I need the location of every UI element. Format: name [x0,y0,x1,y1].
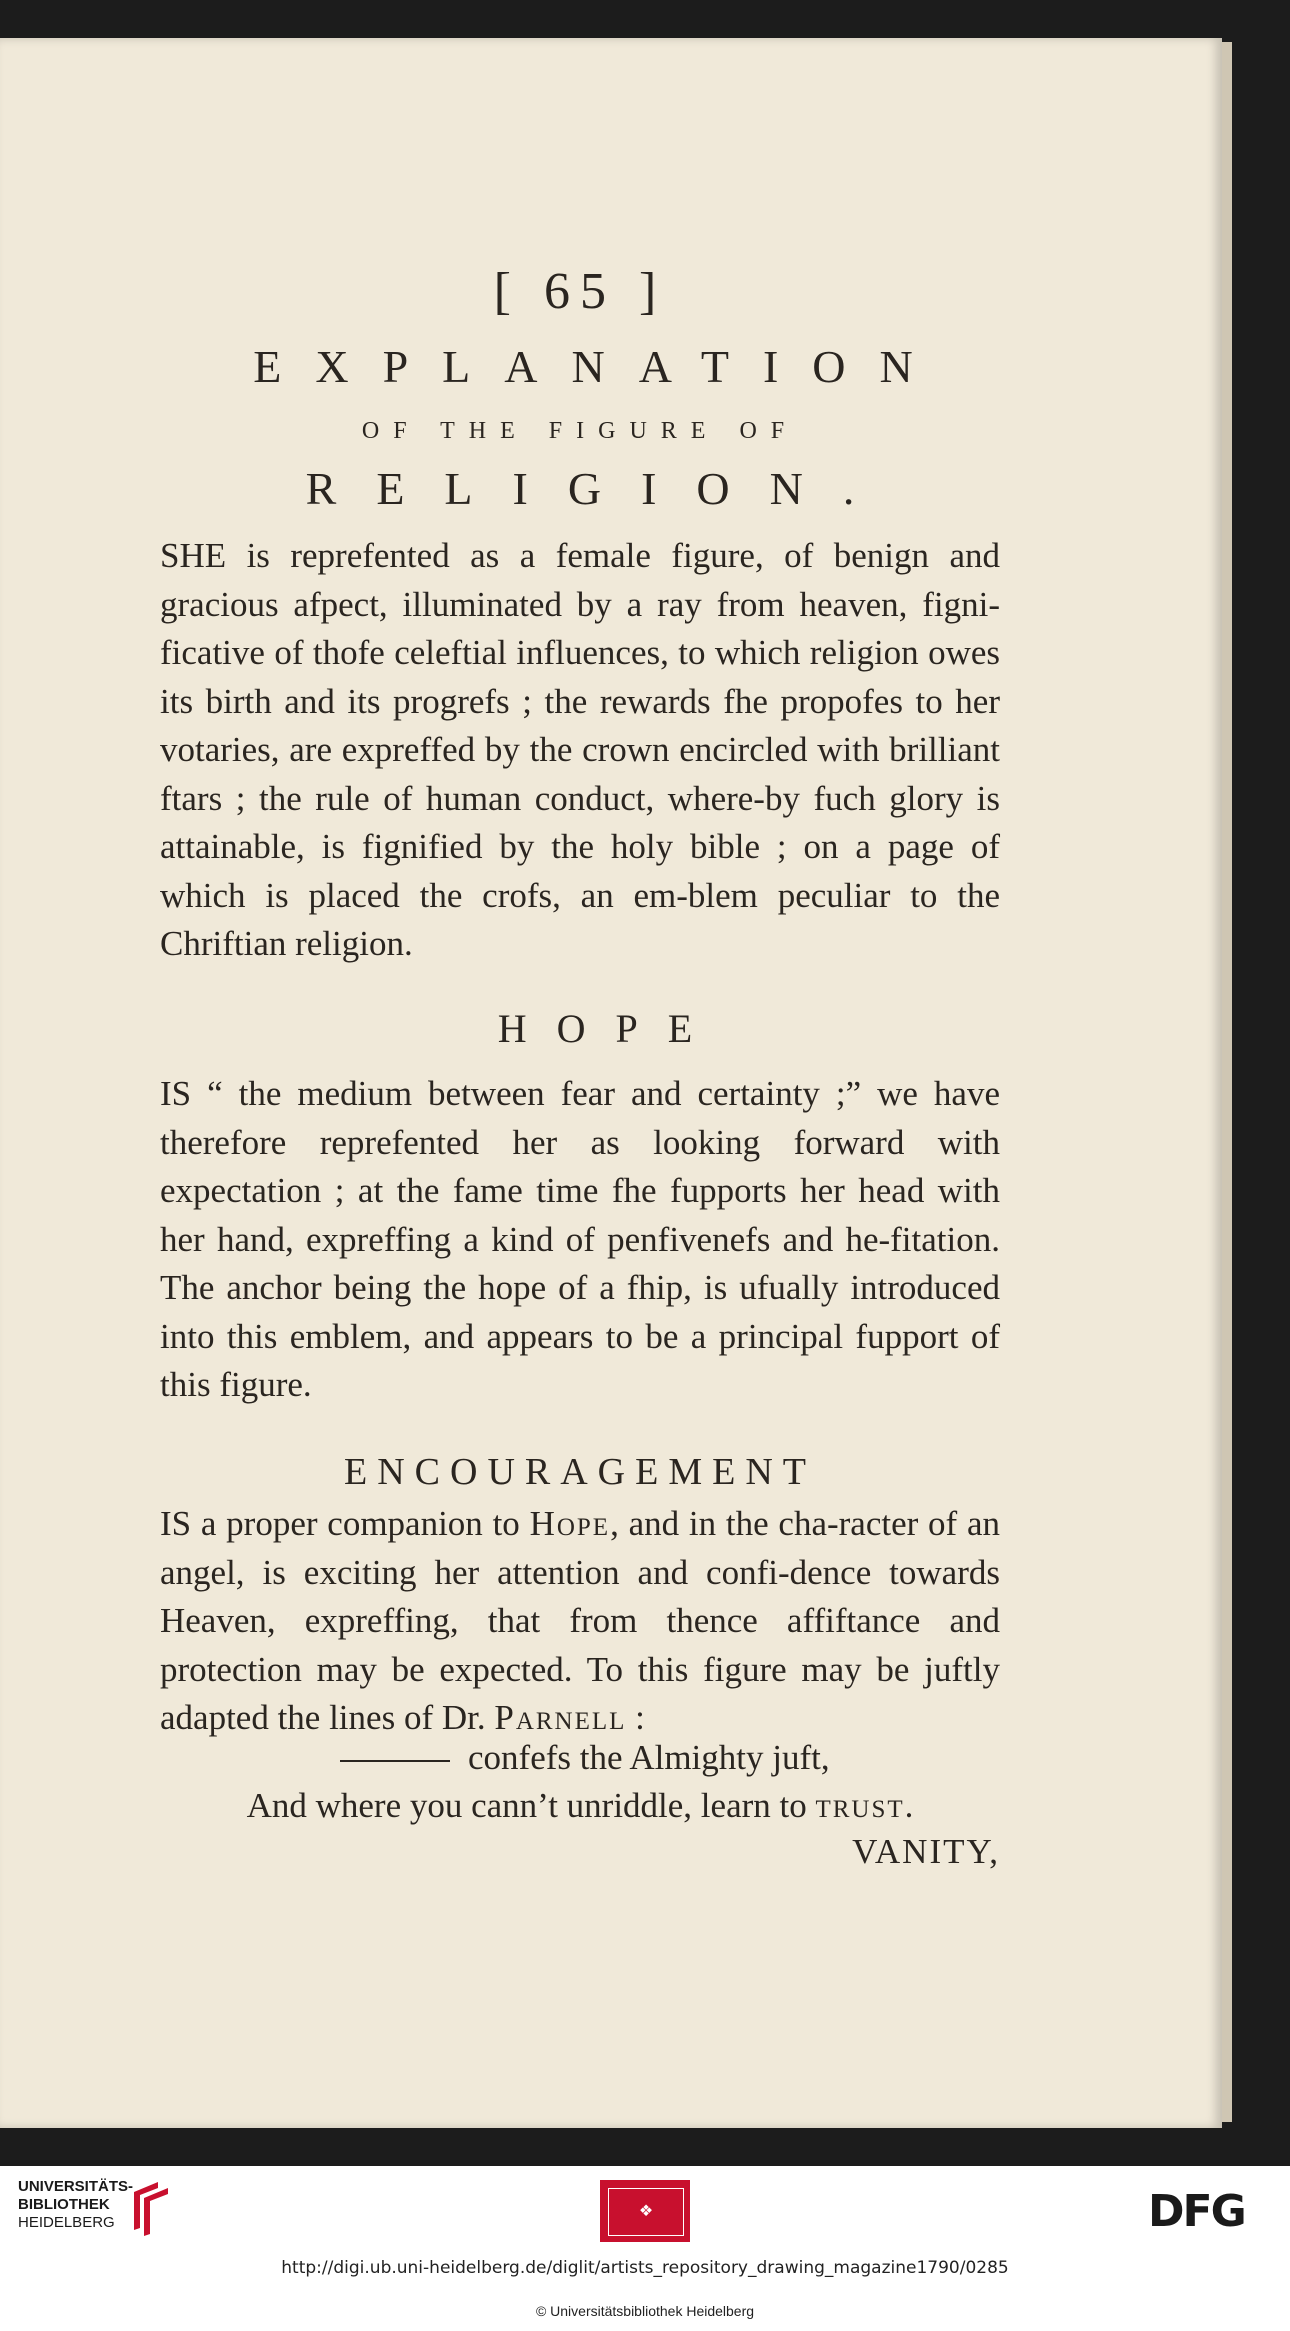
verse-dash [340,1760,450,1762]
dfg-logo[interactable]: DFG [1148,2186,1245,2237]
viewer-footer [0,2166,1290,2331]
paragraph-encouragement [160,1500,1000,1743]
paragraph-religion: SHE is reprefented as a female figure, of benign and gracious afpect, illuminated by a ray from heaven, figni-ficative of thofe celeftial influences, to which religion owes its birth and its progrefs ; the rewards fhe propofes to her votaries, are expreffed by the crown encircled with brilliant ftars ; the rule of human conduct, where-by fuch glory is attainable, is fignified by the holy bible ; on a page of which is placed the crofs, an em-blem peculiar to the Chriftian religion. [160,536,1000,963]
para3-text-a: IS a proper companion to [160,1504,530,1543]
epistemic-logo-icon[interactable]: ❖ [600,2180,690,2242]
library-line-2: BIBLIOTHEK [18,2196,110,2213]
library-line-1: UNIVERSITÄTS- [18,2178,134,2195]
para3-text-b: , and in the cha-racter of an angel, is exciting her attention and confi-dence towards Heaven, expreffing, that from thence affiftance and protection may be expected. To this figure may be juftly adapted the lines of Dr. [160,1504,1000,1737]
heading-encouragement: ENCOURAGEMENT [344,1451,816,1493]
verse2-trust: trust [815,1786,905,1825]
permalink-url[interactable]: http://digi.ub.uni-heidelberg.de/diglit/artists_repository_drawing_magazine1790/0285 [281,2258,1009,2278]
verse2-text-b: . [904,1786,914,1825]
para3-text-c: : [626,1698,645,1737]
para3-parnell: Parnell [494,1698,627,1737]
verse-line-2 [160,1786,1000,1826]
para3-hope: Hope [529,1504,611,1543]
verse-line-1-text: confefs the Almighty juft, [468,1738,830,1777]
verse-line-1 [340,1738,1000,1778]
heading-hope: HOPE [497,1006,723,1051]
paragraph-hope: IS “ the medium between fear and certainty ;” we have therefore reprefented her as looking forward with expectation ; at the fame time fhe fupports her head with her hand, expreffing a kind of penfivenefs and he-fitation. The anchor being the hope of a fhip, is ufually introduced into this emblem, and appears to be a principal fupport of this figure. [160,1074,1000,1404]
page-edge [1222,42,1232,2122]
catchword: VANITY, [852,1832,1000,1871]
copyright-notice: © Universitätsbibliothek Heidelberg [535,2303,755,2319]
title-religion: RELIGION. [305,463,895,514]
title-subtitle: OF THE FIGURE OF [361,418,799,444]
page-number: [ 65 ] [493,263,667,320]
library-logo-text[interactable] [18,2178,133,2232]
ub-heidelberg-logo-icon[interactable] [128,2180,174,2236]
verse2-text-a: And where you cann’t unriddle, learn to [246,1786,816,1825]
library-line-3: HEIDELBERG [18,2214,115,2231]
title-explanation: EXPLANATION [253,341,947,392]
